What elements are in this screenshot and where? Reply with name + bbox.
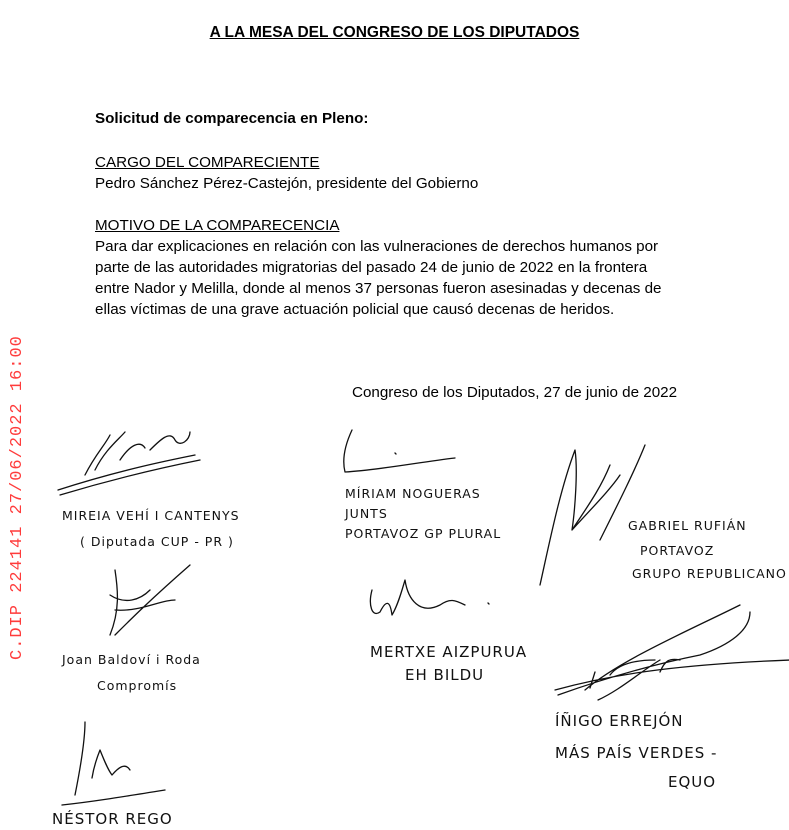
- signatory-affiliation: Compromís: [97, 678, 178, 693]
- signatory-affiliation: EH BILDU: [405, 666, 485, 684]
- motivo-line: entre Nador y Melilla, donde al menos 37 personas fueron asesinadas y decenas de: [95, 280, 662, 297]
- signatory-affiliation: JUNTS: [345, 506, 388, 521]
- signatory-name: MERTXE AIZPURUA: [370, 643, 528, 661]
- cargo-heading: CARGO DEL COMPARECIENTE: [95, 154, 320, 171]
- signature-baldovi: [110, 565, 190, 635]
- signatory-name: Joan Baldoví i Roda: [62, 652, 201, 667]
- signature-nogueras: [344, 430, 455, 472]
- signatory-affiliation: EQUO: [668, 773, 717, 791]
- motivo-line: Para dar explicaciones en relación con las vulneraciones de derechos humanos por: [95, 238, 659, 255]
- signatory-affiliation: GRUPO REPUBLICANO: [632, 566, 787, 581]
- signature-vehi: [58, 432, 200, 495]
- signature-rufian: [540, 445, 645, 585]
- cargo-text: Pedro Sánchez Pérez-Castejón, presidente del Gobierno: [95, 175, 479, 192]
- signatory-affiliation: MÁS PAÍS VERDES -: [555, 744, 718, 762]
- document-title: A LA MESA DEL CONGRESO DE LOS DIPUTADOS: [209, 24, 580, 41]
- signature-aizpurua: [370, 580, 489, 615]
- request-heading: Solicitud de comparecencia en Pleno:: [95, 110, 369, 127]
- signatory-name: MIREIA VEHÍ I CANTENYS: [62, 508, 240, 523]
- motivo-line: ellas víctimas de una grave actuación policial que causó decenas de heridos.: [95, 301, 615, 318]
- signatory-name: NÉSTOR REGO: [52, 810, 173, 828]
- signature-errejon: [555, 605, 789, 700]
- signatory-affiliation: ( Diputada CUP - PR ): [80, 534, 234, 549]
- place-date: Congreso de los Diputados, 27 de junio de 2022: [352, 384, 678, 401]
- signatory-role: PORTAVOZ GP PLURAL: [345, 526, 502, 541]
- motivo-heading: MOTIVO DE LA COMPARECENCIA: [95, 217, 340, 234]
- motivo-line: parte de las autoridades migratorias del pasado 24 de junio de 2022 en la frontera: [95, 259, 648, 276]
- registry-stamp: C.DIP 224141 27/06/2022 16:00: [8, 335, 27, 660]
- signatory-name: MÍRIAM NOGUERAS: [345, 486, 481, 501]
- signatory-name: GABRIEL RUFIÁN: [628, 518, 747, 533]
- signatory-name: ÍÑIGO ERREJÓN: [555, 712, 684, 730]
- signatory-role: PORTAVOZ: [640, 543, 715, 558]
- signature-rego: [62, 722, 165, 805]
